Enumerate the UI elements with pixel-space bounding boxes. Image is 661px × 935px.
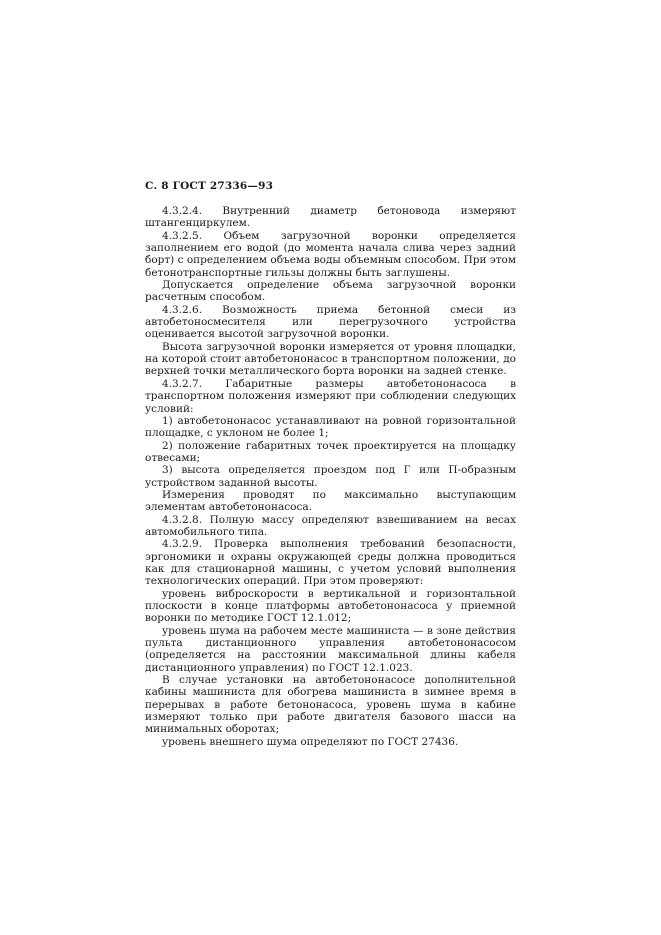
paragraph-measurements: Измерения проводят по максимально выступающим элементам автобетононасоса. bbox=[145, 488, 516, 514]
paragraph-4-3-2-4: 4.3.2.4. Внутренний диаметр бетоновода измеряют штангенциркулем. bbox=[145, 205, 516, 230]
paragraph-4-3-2-9: 4.3.2.9. Проверка выполнения требований безопасности, эргономики и охраны окружающей среды должна проводиться как для стационарной машины, с учетом условий выполнения технологических операций. При этом проверяют: bbox=[145, 538, 516, 588]
paragraph-volume-calc: Допускается определение объема загрузочной воронки расчетным способом. bbox=[145, 279, 516, 304]
paragraph-4-3-2-6: 4.3.2.6. Возможность приема бетонной смеси из автобетоносмесителя или перегрузочного устройства оценивается высотой загрузочной воронки. bbox=[145, 303, 516, 341]
paragraph-4-3-2-5: 4.3.2.5. Объем загрузочной воронки определяется заполнением его водой (до момента начала слива через задний борт) с определением объема воды объемным способом. При этом бетонотранспортные гильзы должны быть заглушены. bbox=[145, 229, 516, 279]
condition-item-1: 1) автобетононасос устанавливают на ровной горизонтальной площадке, с уклоном не более 1; bbox=[145, 414, 516, 440]
condition-item-3: 3) высота определяется проездом под Г или П-образным устройством заданной высоты. bbox=[145, 464, 516, 489]
page-header: С. 8 ГОСТ 27336—93 bbox=[145, 180, 274, 192]
paragraph-4-3-2-7: 4.3.2.7. Габаритные размеры автобетононасоса в транспортном положения измеряют при соблюдении следующих условий: bbox=[145, 377, 516, 415]
document-body bbox=[145, 205, 516, 748]
condition-item-2: 2) положение габаритных точек проектируется на площадку отвесами; bbox=[145, 439, 516, 464]
paragraph-hopper-height: Высота загрузочной воронки измеряется от уровня площадки, на которой стоит автобетононасос в транспортном положении, до верхней точки металлического борта воронки на задней стенке. bbox=[145, 340, 516, 378]
paragraph-4-3-2-8: 4.3.2.8. Полную массу определяют взвешиванием на весах автомобильного типа. bbox=[145, 513, 516, 538]
paragraph-noise-operator: уровень шума на рабочем месте машиниста — в зоне действия пульта дистанционного управления автобетононасосом (определяется на расстоянии максимальной длины кабеля дистанционного управления) по ГОСТ 12.1.023. bbox=[145, 624, 516, 674]
paragraph-external-noise: уровень внешнего шума определяют по ГОСТ 27436. bbox=[162, 735, 459, 748]
paragraph-noise-cabin: В случае установки на автобетононасосе дополнительной кабины машиниста для обогрева машиниста в зимнее время в перерывах в работе бетононасоса, уровень шума в кабине измеряют только при работе двигателя базового шасси на минимальных оборотах; bbox=[145, 674, 516, 736]
paragraph-vibration: уровень виброскорости в вертикальной и горизонтальной плоскости в конце платформы автобетононасоса у приемной воронки по методике ГОСТ 12.1.012; bbox=[145, 587, 516, 625]
